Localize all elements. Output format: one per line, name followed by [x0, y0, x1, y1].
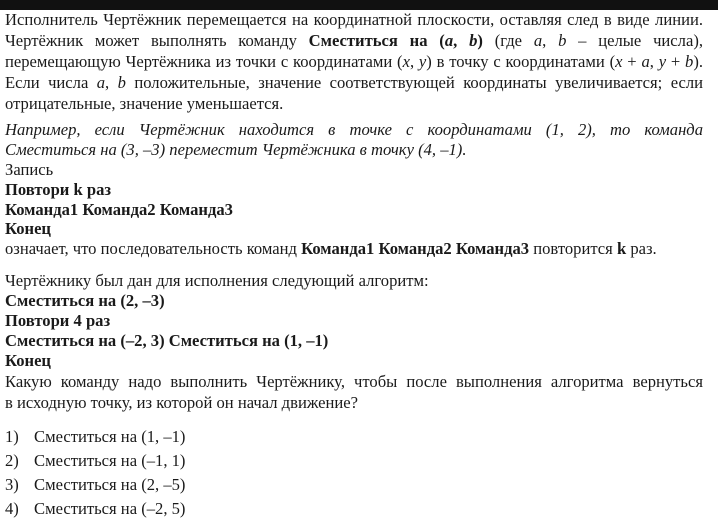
notation-repeat: Повтори k раз [5, 180, 112, 199]
notation-label: Запись [5, 160, 54, 179]
notation-commands: Команда1 Команда2 Команда3 [5, 200, 233, 219]
intro-line-3: перемещающую Чертёжника из точки с координатами (x, y) в точку с координатами (x + a, y + b). [5, 52, 704, 71]
intro-text: Исполнитель Чертёжник перемещается на координатной плоскости, оставляя след в виде линии. [5, 10, 703, 29]
question-line-2: в исходную точку, из которой он начал движение? [5, 393, 358, 412]
example-line-2: Сместиться на (3, –3) переместит Чертёжника в точку (4, –1). [5, 140, 467, 159]
option-text: Сместиться на (–2, 5) [34, 499, 186, 518]
algorithm-intro: Чертёжнику был дан для исполнения следующий алгоритм: [5, 271, 429, 290]
answer-option-4[interactable] [5, 498, 185, 520]
answer-option-2[interactable] [5, 450, 185, 472]
algorithm-loop-body: Сместиться на (–2, 3) Сместиться на (1, –1) [5, 331, 329, 350]
var-b: b [558, 31, 567, 50]
option-text: Сместиться на (–1, 1) [34, 451, 186, 470]
example-line-1: Например, если Чертёжник находится в точке с координатами (1, 2), то команда [5, 120, 703, 139]
intro-text: Чертёжник может выполнять команду [5, 31, 309, 50]
question-line-1: Какую команду надо выполнить Чертёжнику, чтобы после выполнения алгоритма вернуться [5, 372, 703, 391]
notation-end: Конец [5, 219, 51, 238]
answer-option-1[interactable] [5, 426, 185, 448]
option-text: Сместиться на (2, –5) [34, 475, 186, 494]
intro-line-4: Если числа a, b положительные, значение соответствующей координаты увеличивается; если [5, 73, 703, 92]
option-number: 2) [5, 451, 19, 470]
intro-line-5: отрицательные, значение уменьшается. [5, 94, 284, 113]
option-number: 4) [5, 499, 19, 518]
var-a: a [533, 31, 543, 50]
intro-line-2: Чертёжник может выполнять команду Сместиться на (a, b) (где a, b – целые числа), [5, 31, 703, 50]
top-black-bar [0, 0, 718, 10]
algorithm-step-1: Сместиться на (2, –3) [5, 291, 165, 310]
option-number: 3) [5, 475, 19, 494]
option-number: 1) [5, 427, 19, 446]
command-name: Сместиться на (a, b) [308, 31, 483, 50]
algorithm-end: Конец [5, 351, 51, 370]
algorithm-repeat: Повтори 4 раз [5, 311, 111, 330]
intro-text: (где [482, 31, 534, 50]
notation-explain: означает, что последовательность команд Команда1 Команда2 Команда3 повторится k раз. [5, 239, 657, 258]
intro-line-1 [5, 10, 703, 30]
answer-option-3[interactable] [5, 474, 185, 496]
intro-text: – целые числа), [566, 31, 703, 50]
option-text: Сместиться на (1, –1) [34, 427, 186, 446]
